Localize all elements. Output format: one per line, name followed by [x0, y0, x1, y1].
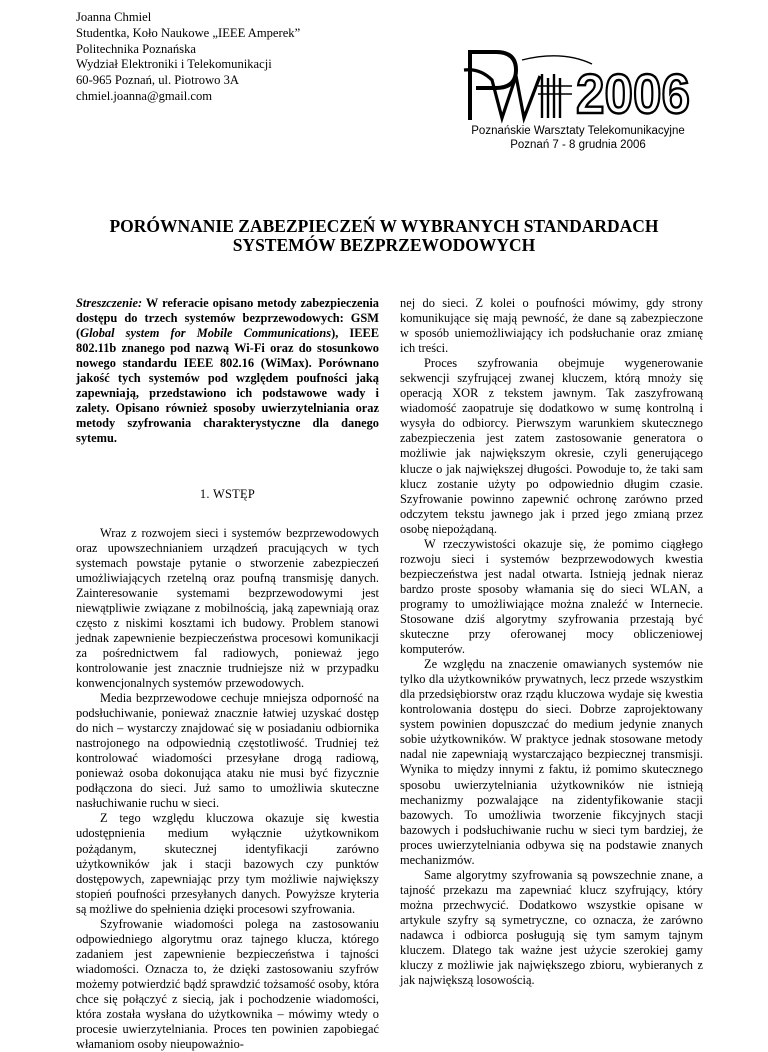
author-name: Joanna Chmiel	[76, 10, 152, 24]
author-affiliation: Studentka, Koło Naukowe „IEEE Amperek”	[76, 25, 301, 40]
author-address: 60-965 Poznań, ul. Piotrowo 3A	[76, 73, 240, 88]
paper-title-line2: SYSTEMÓW BEZPRZEWODOWYCH	[232, 235, 536, 255]
abstract-label: Streszczenie:	[76, 296, 143, 310]
paper-title-line1: PORÓWNANIE ZABEZPIECZEŃ W WYBRANYCH STANDARDACH	[109, 216, 659, 236]
author-faculty: Wydział Elektroniki i Telekomunikacji	[76, 57, 272, 72]
body-paragraph: Wraz z rozwojem sieci i systemów bezprzewodowych oraz upowszechnianiem urządzeń pracujących w tych systemach powstaje pytanie o stworzenie zabezpieczeń umożliwiających rzetelną oraz poufną transmisję danych. Zainteresowanie systemami bezprzewodowymi jest niewątpliwie związane z mobilnością, jaką zapewniają oraz często z niskimi kosztami ich budowy. Problem stanowi jednak zapewnienie bezpieczeństwa procesowi komunikacji za pośrednictwem fal radiowych, ponieważ jego kontrolowanie jest znacznie trudniejsze niż w przypadku konwencjonalnych systemów przewodowych.	[76, 525, 379, 690]
body-paragraph: Z tego względu kluczowa okazuje się kwestia udostępnienia medium wyłącznie użytkownikom pożądanym, skutecznej identyfikacji zarówno użytkowników jak i stacji bazowych czy punktów dostępowych, zapewniając przy tym możliwie największy stopień poufności przesyłanych danych. Powyższe kryteria są możliwe do spełnienia dzięki procesowi szyfrowania.	[76, 811, 379, 916]
body-paragraph: Media bezprzewodowe cechuje mniejsza odporność na podsłuchiwanie, ponieważ znacznie łatwiej uzyskać dostęp do nich – wystarczy znajdować się w posiadaniu odbiornika nastrojonego na odpowiednią częstotliwość. Trudniej też kontrolować wiadomości przesyłane drogą radiową, ponieważ osoba dokonująca ataku nie musi być fizycznie podłączona do sieci. Już samo to umożliwia skuteczne nasłuchiwanie ruchu w sieci.	[76, 691, 379, 811]
author-university: Politechnika Poznańska	[76, 41, 196, 56]
left-column	[76, 296, 379, 1052]
body-paragraph: W rzeczywistości okazuje się, że pomimo ciągłego rozwoju sieci i systemów bezprzewodowych kwestia bezpieczeństwa jest nadal otwarta. Istnieją jednak nieraz bardzo proste sposoby włamania się do sieci WLAN, a programy to umożliwiające można znaleźć w Internecie. Stosowane dziś algorytmy szyfrowania przestają być skuteczne przy oferowanej mocy obliczeniowej komputerów.	[400, 536, 703, 657]
conference-date: Poznań 7 - 8 grudnia 2006	[510, 138, 646, 151]
body-paragraph: Ze względu na znaczenie omawianych systemów nie tylko dla użytkowników prywatnych, lecz przede wszystkim dla przedsiębiorstw oraz rządu kluczowa wydaje się kwestia kontrolowania dostępu do sieci. Dobrze zaprojektowany system powinien dopuszczać do medium jedynie znanych sobie użytkowników. W praktyce jednak stosowane metody nadal nie zapewniają wystarczająco bezpiecznej transmisji. Wynika to między innymi z faktu, iż pomimo skutecznego sposobu uwierzytelniania użytkowników nie istnieją mechanizmy pozwalające na zidentyfikowanie stacji bazowych. To umożliwia tworzenie fikcyjnych stacji bazowych i podsłuchiwanie ruchu w sieci tym bardziej, że proces uwierzytelniania odbywa się na podstawie znanych mechanizmów.	[400, 657, 703, 867]
abstract	[76, 296, 379, 446]
logo-caption	[462, 125, 694, 152]
abstract-gsm: Global system for Mobile Communications	[80, 326, 332, 341]
abstract-text-1: W referacie opisano metody zabezpieczenia dostępu do trzech systemów bezprzewodowych: GSM (	[76, 296, 379, 341]
pwt-logo-graphic	[462, 40, 694, 124]
author-email: chmiel.joanna@gmail.com	[76, 88, 213, 103]
logo-year: 2006	[576, 62, 690, 124]
body-paragraph: Proces szyfrowania obejmuje wygenerowanie sekwencji szyfrującej zwanej kluczem, którą mnoży się operacją XOR z tekstem jawnym. Tak zaszyfrowaną wiadomość zaopatruje się dodatkowo w sumę kontrolną i wysyła do odbiorcy. Pierwszym warunkiem skutecznego zabezpieczenia jest zatem zastosowanie generatora o możliwie jak największym okresie, czyli generującego klucze o jak największej długości. Powoduje to, że taki sam klucz zostanie użyty po odpowiednio długim czasie. Szyfrowanie powinno zapewnić ochronę zarówno przed odczytem tekstu jawnego jak i przed jego zmianą przez osobę niepożądaną.	[400, 356, 703, 536]
body-paragraph-continued: nej do sieci. Z kolei o poufności mówimy, gdy strony komunikujące się mają pewność, że dane są zabezpieczone w sposób uniemożliwiający ich podsłuchanie oraz zmianę ich treści.	[400, 296, 703, 356]
section-heading: 1. WSTĘP	[199, 487, 256, 502]
body-paragraph: Szyfrowanie wiadomości polega na zastosowaniu odpowiedniego algorytmu oraz tajnego klucza, którego zadaniem jest zapewnienie bezpieczeństwa i tajności wiadomości. Oznacza to, że dzięki zastosowaniu szyfrów możemy potwierdzić bądź sprawdzić tożsamość osoby, która chce się połączyć z siecią, jak i pochodzenie wiadomości, która została wysłana do użytkownika – mówimy wtedy o procesie uwierzytelniania. Proces ten powinien zapobiegać włamaniom osoby nieupoważnio-	[76, 916, 379, 1052]
abstract-text-2: ), IEEE 802.11b znanego pod nazwą Wi-Fi oraz do stosunkowo nowego standardu IEEE 802.16 (WiMax). Porównano jakość tych systemów pod względem poufności jaką zapewniają, przedstawiono ich podstawowe wady i zalety. Opisano również sposoby uwierzytelniania oraz metody szyfrowania charakterystyczne dla danego sytemu.	[76, 326, 379, 446]
right-column	[400, 296, 703, 988]
author-block	[76, 10, 300, 105]
paper-title	[60, 217, 708, 255]
body-paragraph: Same algorytmy szyfrowania są powszechnie znane, a tajność przekazu ma zapewniać klucz szyfrujący, który można przechwycić. Dodatkowo wszystkie opisane w artykule szyfry są symetryczne, co oznacza, że zarówno nadawca i odbiorca posługują się tym samym tajnym kluczem. Dlatego tak ważne jest użycie szerokiej gamy kluczy z możliwie jak największego zbioru, wybieranych z jak największą losowością.	[400, 867, 703, 988]
conference-name: Poznańskie Warsztaty Telekomunikacyjne	[471, 125, 685, 137]
